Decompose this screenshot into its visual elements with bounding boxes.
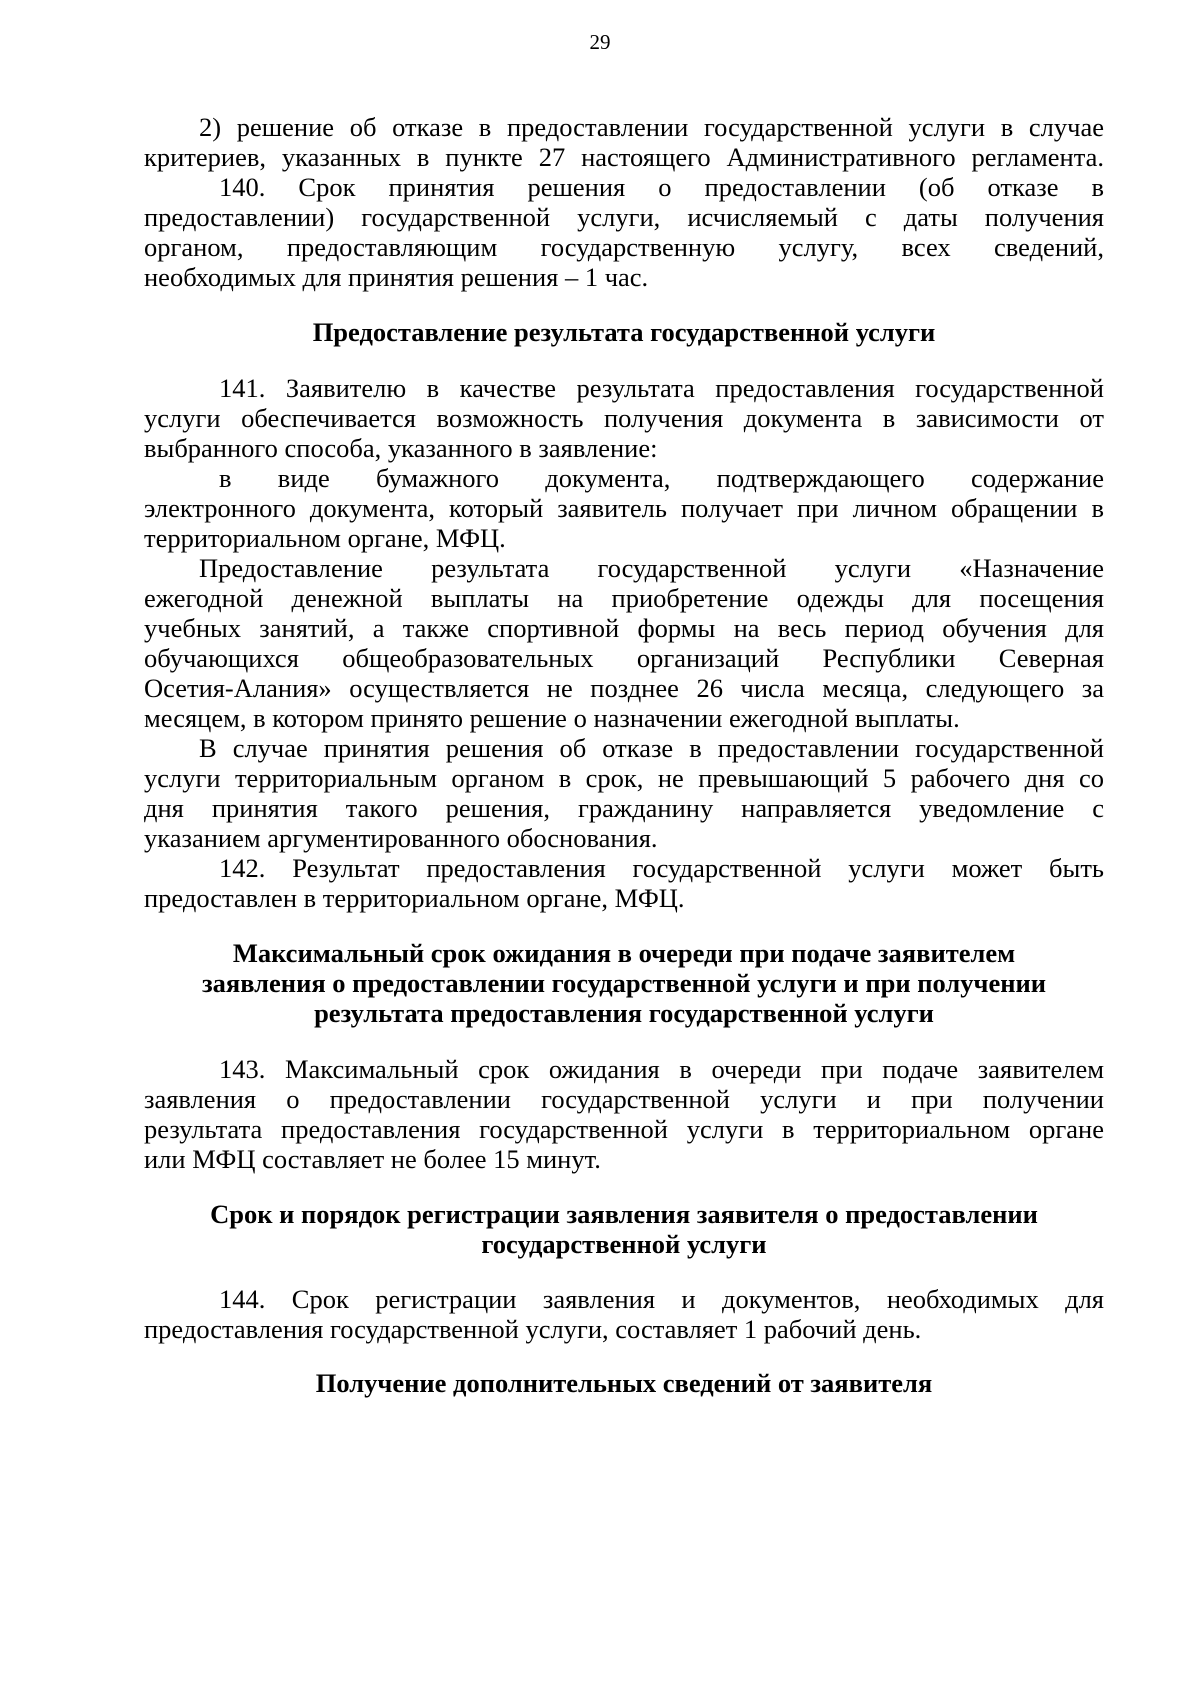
- paragraph-line: обучающихся общеобразовательных организаций Республики Северная: [144, 643, 1104, 673]
- paragraph-line: предоставлен в территориальном органе, МФЦ.: [144, 883, 685, 913]
- paragraph-line: выбранного способа, указанного в заявление:: [144, 433, 658, 463]
- paragraph-line: 143. Максимальный срок ожидания в очереди при подаче заявителем: [219, 1054, 1104, 1084]
- paragraph-line: необходимых для принятия решения – 1 час.: [144, 262, 649, 292]
- page-number: 29: [589, 30, 611, 54]
- section-heading: результата предоставления государственной услуги: [314, 998, 934, 1028]
- paragraph-line: В случае принятия решения об отказе в предоставлении государственной: [199, 733, 1104, 763]
- section-heading: Предоставление результата государственной услуги: [312, 317, 936, 347]
- paragraph-line: 142. Результат предоставления государственной услуги может быть: [219, 853, 1104, 883]
- paragraph-line: месяцем, в котором принято решение о назначении ежегодной выплаты.: [144, 703, 960, 733]
- section-heading: государственной услуги: [481, 1229, 767, 1259]
- paragraph-line: учебных занятий, а также спортивной формы на весь период обучения для: [144, 613, 1104, 643]
- paragraph-line: заявления о предоставлении государственной услуги и при получении: [144, 1084, 1104, 1114]
- paragraph-line: критериев, указанных в пункте 27 настоящего Административного регламента.: [144, 142, 1104, 172]
- section-heading: Срок и порядок регистрации заявления заявителя о предоставлении: [210, 1199, 1038, 1229]
- paragraph-line: 141. Заявителю в качестве результата предоставления государственной: [219, 373, 1104, 403]
- paragraph-line: дня принятия такого решения, гражданину направляется уведомление с: [144, 793, 1104, 823]
- paragraph-line: Осетия-Алания» осуществляется не позднее 26 числа месяца, следующего за: [144, 673, 1104, 703]
- paragraph-line: электронного документа, который заявитель получает при личном обращении в: [144, 493, 1104, 523]
- paragraph-line: ежегодной денежной выплаты на приобретение одежды для посещения: [144, 583, 1104, 613]
- paragraph-line: в виде бумажного документа, подтверждающего содержание: [219, 463, 1104, 493]
- paragraph-line: 140. Срок принятия решения о предоставлении (об отказе в: [219, 172, 1104, 202]
- paragraph-line: результата предоставления государственной услуги в территориальном органе: [144, 1114, 1104, 1144]
- section-heading: Максимальный срок ожидания в очереди при подаче заявителем: [232, 938, 1016, 968]
- paragraph-line: услуги территориальным органом в срок, не превышающий 5 рабочего дня со: [144, 763, 1104, 793]
- paragraph-line: органом, предоставляющим государственную услугу, всех сведений,: [144, 232, 1104, 262]
- section-heading: заявления о предоставлении государственной услуги и при получении: [201, 968, 1047, 998]
- paragraph-line: территориальном органе, МФЦ.: [144, 523, 506, 553]
- paragraph-line: 2) решение об отказе в предоставлении государственной услуги в случае: [199, 112, 1104, 142]
- paragraph-line: или МФЦ составляет не более 15 минут.: [144, 1144, 601, 1174]
- paragraph-line: услуги обеспечивается возможность получения документа в зависимости от: [144, 403, 1104, 433]
- paragraph-line: 144. Срок регистрации заявления и документов, необходимых для: [219, 1284, 1104, 1314]
- paragraph-line: предоставления государственной услуги, составляет 1 рабочий день.: [144, 1314, 922, 1344]
- paragraph-line: Предоставление результата государственной услуги «Назначение: [199, 553, 1104, 583]
- paragraph-line: предоставлении) государственной услуги, исчисляемый с даты получения: [144, 202, 1104, 232]
- paragraph-line: указанием аргументированного обоснования.: [144, 823, 658, 853]
- section-heading: Получение дополнительных сведений от заявителя: [315, 1368, 933, 1398]
